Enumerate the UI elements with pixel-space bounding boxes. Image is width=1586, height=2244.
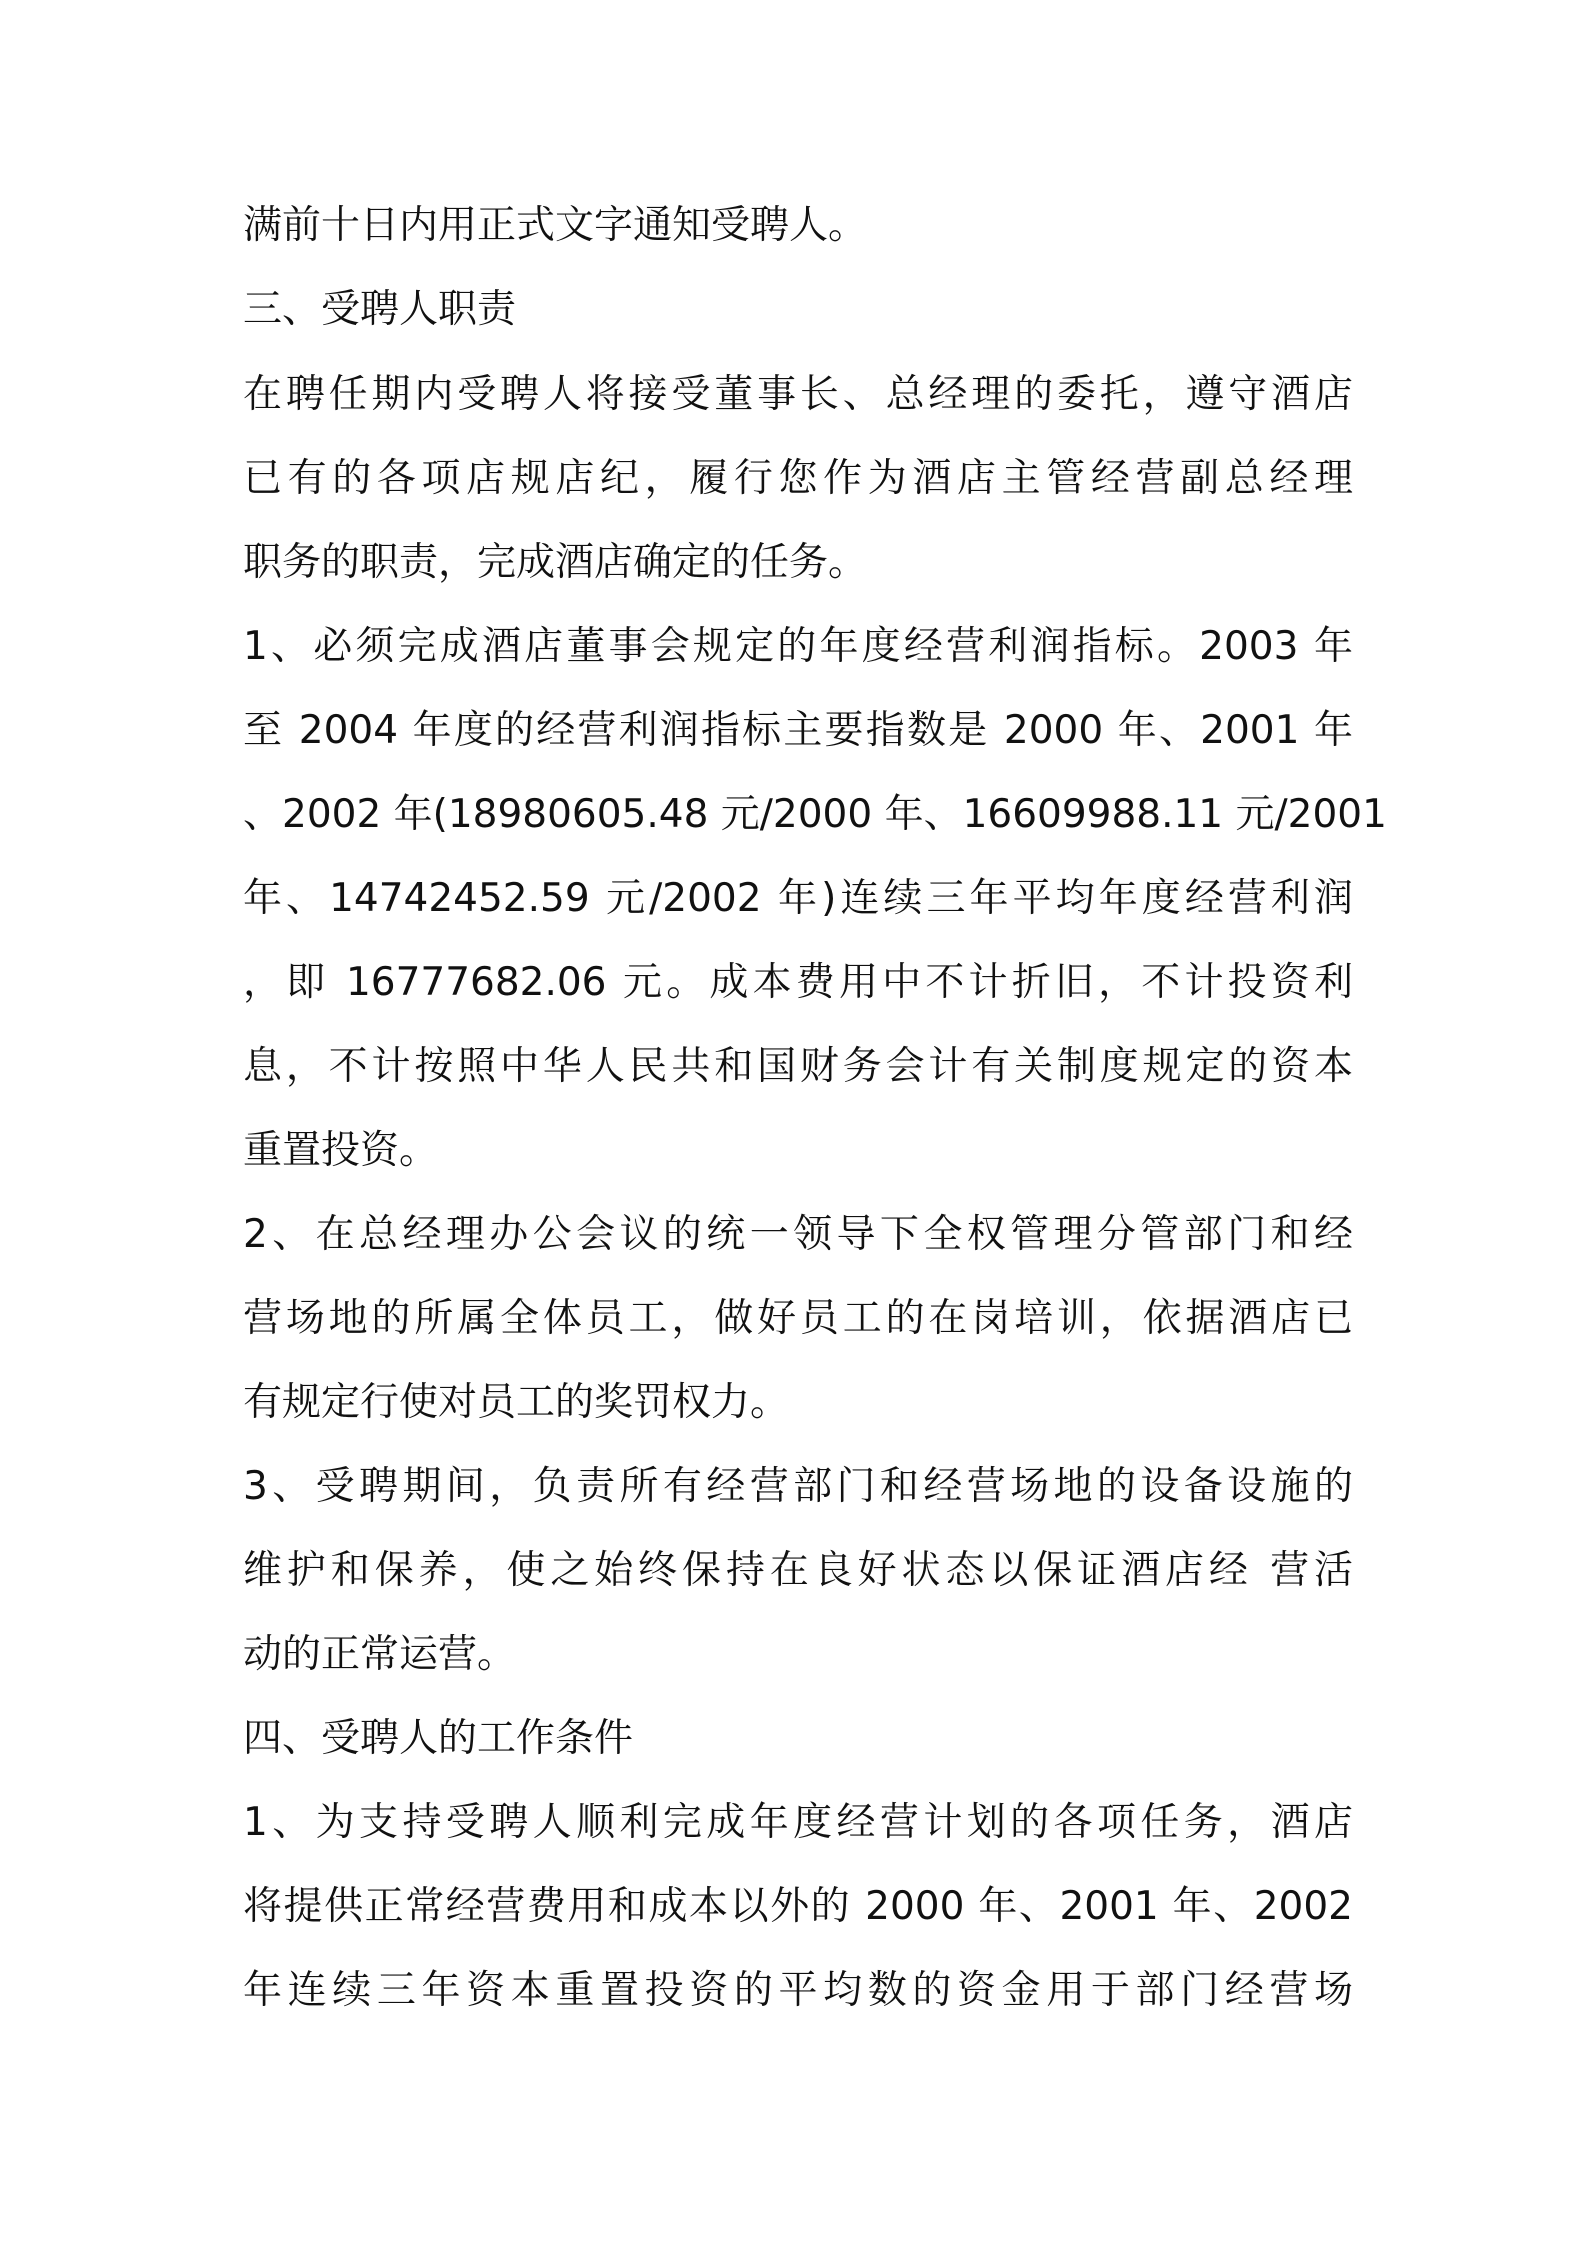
text-line: 营场地的所属全体员工，做好员工的在岗培训，依据酒店已 <box>243 1296 1353 1341</box>
text-line: 职务的职责，完成酒店确定的任务。 <box>243 540 868 585</box>
text-line: 、2002 年(18980605.48 元/2000 年、16609988.11 元/2001 <box>243 792 1387 837</box>
text-line: 已有的各项店规店纪，履行您作为酒店主管经营副总经理 <box>243 456 1353 501</box>
text-line: 重置投资。 <box>243 1128 439 1173</box>
text-line: 在聘任期内受聘人将接受董事长、总经理的委托，遵守酒店 <box>243 372 1353 417</box>
text-line: 动的正常运营。 <box>243 1632 517 1677</box>
text-line: 2、在总经理办公会议的统一领导下全权管理分管部门和经 <box>243 1212 1353 1257</box>
text-line: 1、必须完成酒店董事会规定的年度经营利润指标。2003 年 <box>243 624 1353 669</box>
section-heading: 三、受聘人职责 <box>243 287 517 332</box>
text-line: 将提供正常经营费用和成本以外的 2000 年、2001 年、2002 <box>243 1884 1353 1929</box>
section-heading: 四、受聘人的工作条件 <box>243 1716 634 1761</box>
text-line: 3、受聘期间，负责所有经营部门和经营场地的设备设施的 <box>243 1464 1353 1509</box>
text-line: 维护和保养，使之始终保持在良好状态以保证酒店经 营活 <box>243 1548 1353 1593</box>
text-line: 年连续三年资本重置投资的平均数的资金用于部门经营场 <box>243 1968 1353 2013</box>
text-line: 至 2004 年度的经营利润指标主要指数是 2000 年、2001 年 <box>243 708 1353 753</box>
text-line: 满前十日内用正式文字通知受聘人。 <box>243 203 868 248</box>
text-line: ，即 16777682.06 元。成本费用中不计折旧，不计投资利 <box>243 960 1353 1005</box>
text-line: 年、14742452.59 元/2002 年)连续三年平均年度经营利润 <box>243 876 1353 921</box>
text-line: 有规定行使对员工的奖罚权力。 <box>243 1380 790 1425</box>
text-line: 息，不计按照中华人民共和国财务会计有关制度规定的资本 <box>243 1044 1353 1089</box>
text-line: 1、为支持受聘人顺利完成年度经营计划的各项任务，酒店 <box>243 1800 1353 1845</box>
